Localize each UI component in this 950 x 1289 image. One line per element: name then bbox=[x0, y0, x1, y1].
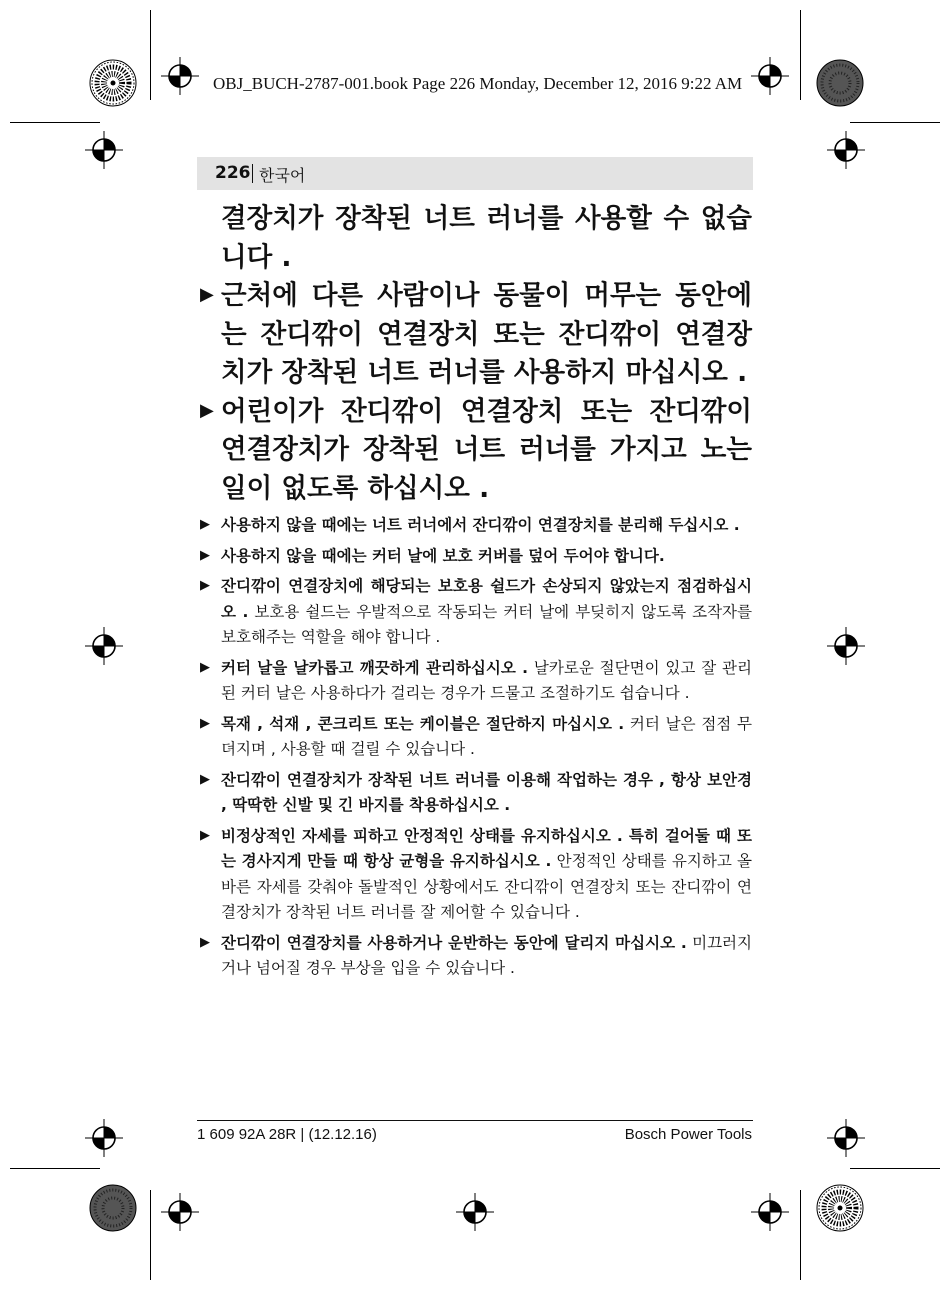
page-number: 226 bbox=[215, 163, 251, 183]
item-normal-text: 보호용 쉴드는 우발적으로 작동되는 커터 날에 부딪히지 않도록 조작자를 보호해주는 역할을 해야 합니다 . bbox=[221, 602, 752, 646]
list-item bbox=[200, 544, 752, 570]
registration-mark-icon bbox=[750, 1192, 790, 1232]
list-item bbox=[200, 768, 752, 819]
page-language: 한국어 bbox=[259, 166, 306, 185]
registration-mark-icon bbox=[84, 626, 124, 666]
registration-mark-icon bbox=[160, 56, 200, 96]
list-item bbox=[200, 712, 752, 763]
item-bold-text: 커터 날을 날카롭고 깨끗하게 관리하십시오 . bbox=[221, 658, 529, 677]
crop-mark-bottom-left-h bbox=[10, 1168, 100, 1169]
item-normal-text: 안정적인 상태를 유지하고 올바른 자세를 갖춰야 돌발적인 상황에서도 잔디깎이 연결장치 또는 잔디깎이 연결장치가 장착된 너트 러너를 잘 제어할 수 있습니다 . bbox=[221, 852, 752, 921]
registration-mark-icon bbox=[826, 1118, 866, 1158]
item-normal-text: 미끄러지거나 넘어질 경우 부상을 입을 수 있습니다 . bbox=[221, 933, 752, 977]
bullet-arrow-icon: ▶ bbox=[200, 715, 210, 731]
list-item bbox=[200, 824, 752, 926]
bullet-arrow-icon: ▶ bbox=[200, 659, 210, 675]
crop-mark-top-right-v bbox=[800, 10, 801, 100]
radial-target-icon bbox=[88, 1183, 138, 1233]
safety-list bbox=[200, 513, 752, 982]
crop-mark-bottom-left-v bbox=[150, 1190, 151, 1280]
item-bold-text: 목재 , 석재 , 콘크리트 또는 케이블은 절단하지 마십시오 . bbox=[221, 714, 625, 733]
bullet-arrow-icon: ▶ bbox=[200, 578, 210, 593]
bullet-arrow-icon: ▶ bbox=[200, 517, 210, 532]
bullet-arrow-icon: ▶ bbox=[200, 827, 210, 843]
crop-mark-top-right-h bbox=[850, 122, 940, 123]
crop-mark-bottom-right-v bbox=[800, 1190, 801, 1280]
page-content bbox=[200, 200, 752, 987]
running-head: OBJ_BUCH-2787-001.book Page 226 Monday, December 12, 2016 9:22 AM bbox=[213, 74, 743, 93]
radial-target-icon bbox=[88, 58, 138, 108]
list-item bbox=[200, 656, 752, 707]
large-warning-item bbox=[200, 393, 752, 509]
item-normal-text: 날카로운 절단면이 있고 잘 관리된 커터 날은 사용하다가 걸리는 경우가 드물고 조절하기도 쉽습니다 . bbox=[221, 658, 752, 702]
footer-brand: Bosch Power Tools bbox=[624, 1126, 752, 1143]
bullet-arrow-icon: ▶ bbox=[200, 284, 214, 305]
registration-mark-icon bbox=[826, 626, 866, 666]
registration-mark-icon bbox=[84, 1118, 124, 1158]
item-normal-text: 커터 날은 점점 무뎌지며 , 사용할 때 걸릴 수 있습니다 . bbox=[221, 714, 752, 758]
item-bold-text: 잔디깎이 연결장치에 해당되는 보호용 쉴드가 손상되지 않았는지 점검하십시오 . bbox=[221, 577, 752, 621]
crop-mark-top-left-h bbox=[10, 122, 100, 123]
item-bold-text: 잔디깎이 연결장치를 사용하거나 운반하는 동안에 달리지 마십시오 . bbox=[221, 933, 687, 952]
bullet-arrow-icon: ▶ bbox=[200, 934, 210, 950]
item-bold-text: 사용하지 않을 때에는 너트 러너에서 잔디깎이 연결장치를 분리해 두십시오 . bbox=[221, 516, 740, 534]
crop-mark-bottom-right-h bbox=[850, 1168, 940, 1169]
list-item bbox=[200, 513, 752, 539]
bullet-arrow-icon: ▶ bbox=[200, 771, 210, 787]
item-bold-text: 비정상적인 자세를 피하고 안정적인 상태를 유지하십시오 . 특히 걸어둘 때 또는 경사지게 만들 때 항상 균형을 유지하십시오 . bbox=[221, 826, 752, 870]
page-header bbox=[197, 157, 753, 190]
footer-rule bbox=[197, 1120, 753, 1121]
registration-mark-icon bbox=[160, 1192, 200, 1232]
header-divider bbox=[252, 164, 253, 183]
intro-continuation: 결장치가 장착된 너트 러너를 사용할 수 없습니다 . bbox=[221, 203, 752, 273]
registration-mark-icon bbox=[84, 130, 124, 170]
large-warning-text: 어린이가 잔디깎이 연결장치 또는 잔디깎이 연결장치가 장착된 너트 러너를 가지고 노는 일이 없도록 하십시오 . bbox=[221, 395, 752, 504]
large-warning-text: 근처에 다른 사람이나 동물이 머무는 동안에는 잔디깎이 연결장치 또는 잔디깎이 연결장치가 장착된 너트 러너를 사용하지 마십시오 . bbox=[221, 280, 752, 388]
radial-target-icon bbox=[815, 58, 865, 108]
radial-target-icon bbox=[815, 1183, 865, 1233]
registration-mark-icon bbox=[826, 130, 866, 170]
item-bold-text: 사용하지 않을 때에는 커터 날에 보호 커버를 덮어 두어야 합니다. bbox=[221, 546, 665, 565]
list-item bbox=[200, 574, 752, 651]
bullet-arrow-icon: ▶ bbox=[200, 547, 210, 563]
crop-mark-top-left-v bbox=[150, 10, 151, 100]
list-item bbox=[200, 931, 752, 982]
item-bold-text: 잔디깎이 연결장치가 장착된 너트 러너를 이용해 작업하는 경우 , 항상 보안경 , 딱딱한 신발 및 긴 바지를 착용하십시오 . bbox=[221, 770, 752, 814]
registration-mark-icon bbox=[455, 1192, 495, 1232]
footer-doc-number: 1 609 92A 28R | (12.12.16) bbox=[197, 1126, 377, 1143]
large-warning-item bbox=[200, 277, 752, 393]
bullet-arrow-icon: ▶ bbox=[200, 399, 214, 421]
